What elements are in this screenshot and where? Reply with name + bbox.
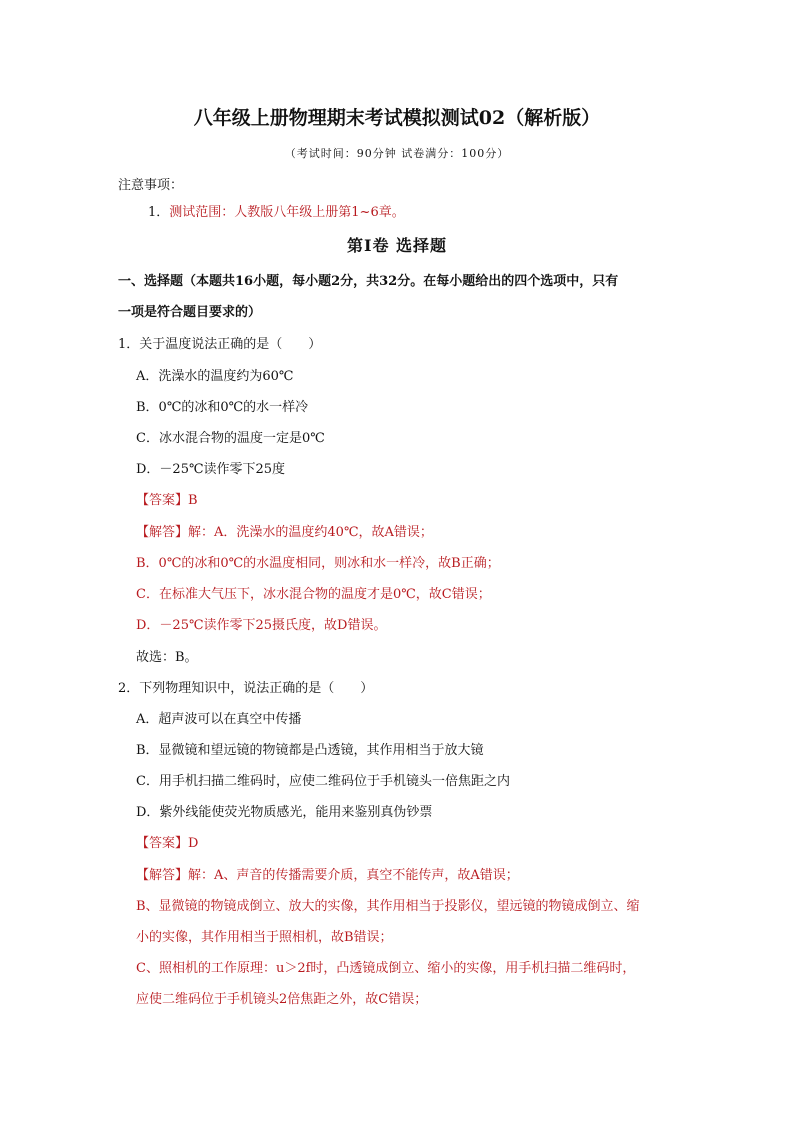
question-1-answer bbox=[136, 492, 198, 510]
analysis-tag: 【解答】 bbox=[136, 868, 189, 883]
question-2-option-c: C．用手机扫描二维码时，应使二维码位于手机镜头一倍焦距之内 bbox=[136, 774, 510, 789]
question-1-stem: 1．关于温度说法正确的是（ ） bbox=[118, 337, 322, 352]
question-2-analysis-line-5: 应使二维码位于手机镜头2倍焦距之外，故C错误； bbox=[136, 992, 428, 1007]
notice-text: 测试范围：人教版八年级上册第1~6章。 bbox=[169, 205, 405, 220]
question-2-option-a: A．超声波可以在真空中传播 bbox=[136, 712, 302, 727]
answer-tag: 【答案】 bbox=[136, 836, 189, 851]
notice-item bbox=[148, 204, 405, 222]
question-2-analysis-line-1 bbox=[136, 867, 519, 885]
question-1-choice: 故选：B。 bbox=[136, 650, 198, 665]
question-2-answer bbox=[136, 835, 198, 853]
question-1-option-c: C．冰水混合物的温度一定是0℃ bbox=[136, 431, 325, 446]
document-title: 八年级上册物理期末考试模拟测试02（解析版） bbox=[193, 107, 601, 129]
exam-info: （考试时间：90分钟 试卷满分：100分） bbox=[284, 147, 510, 160]
question-2-analysis-line-3: 小的实像，其作用相当于照相机，故B错误； bbox=[136, 930, 393, 945]
question-1-option-b: B．0℃的冰和0℃的水一样冷 bbox=[136, 400, 309, 415]
question-1-option-a: A．洗澡水的温度约为60℃ bbox=[136, 369, 294, 384]
question-1-analysis-line-4: D．－25℃读作零下25摄氏度，故D错误。 bbox=[136, 618, 387, 633]
answer-value: D bbox=[188, 836, 199, 851]
question-1-analysis-line-3: C．在标准大气压下，冰水混合物的温度才是0℃，故C错误； bbox=[136, 587, 491, 602]
answer-value: B bbox=[188, 493, 198, 508]
section-title: 第Ⅰ卷 选择题 bbox=[346, 236, 448, 255]
notice-label: 注意事项： bbox=[118, 178, 184, 193]
analysis-text: 解：A．洗澡水的温度约40℃，故A错误； bbox=[188, 525, 433, 540]
instruction-line-2: 一项是符合题目要求的） bbox=[118, 305, 262, 320]
question-1-analysis-line-1 bbox=[136, 524, 433, 542]
question-2-option-b: B．显微镜和望远镜的物镜都是凸透镜，其作用相当于放大镜 bbox=[136, 743, 484, 758]
question-2-option-d: D．紫外线能使荧光物质感光，能用来鉴别真伪钞票 bbox=[136, 805, 433, 820]
analysis-tag: 【解答】 bbox=[136, 525, 189, 540]
question-1-option-d: D．－25℃读作零下25度 bbox=[136, 462, 286, 477]
notice-number: 1． bbox=[148, 205, 170, 220]
question-2-analysis-line-2: B、显微镜的物镜成倒立、放大的实像，其作用相当于投影仪，望远镜的物镜成倒立、缩 bbox=[136, 899, 640, 914]
analysis-text: 解：A、声音的传播需要介质，真空不能传声，故A错误； bbox=[188, 868, 519, 883]
question-2-analysis-line-4: C、照相机的工作原理：u＞2f时，凸透镜成倒立、缩小的实像，用手机扫描二维码时， bbox=[136, 961, 636, 976]
question-1-analysis-line-2: B．0℃的冰和0℃的水温度相同，则冰和水一样冷，故B正确； bbox=[136, 556, 500, 571]
question-2-stem: 2．下列物理知识中，说法正确的是（ ） bbox=[118, 681, 374, 696]
instruction-line-1: 一、选择题（本题共16小题，每小题2分，共32分。在每小题给出的四个选项中，只有 bbox=[118, 274, 619, 289]
answer-tag: 【答案】 bbox=[136, 493, 189, 508]
